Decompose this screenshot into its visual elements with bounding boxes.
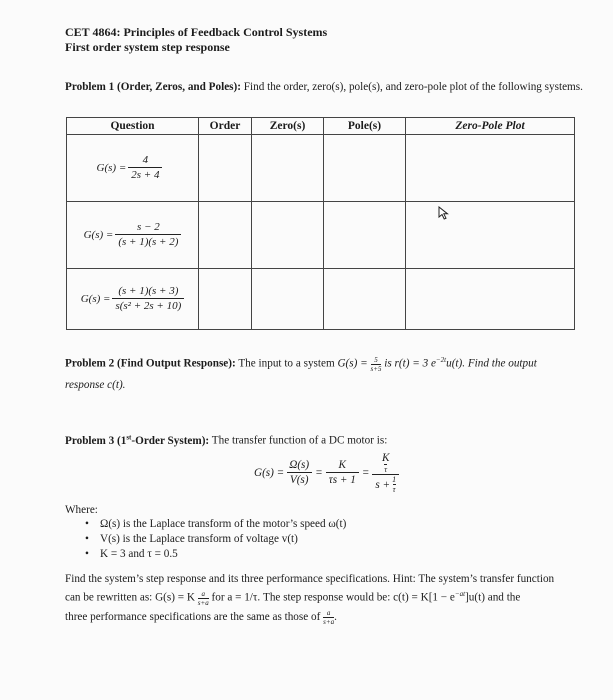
answer-cell-order[interactable] xyxy=(199,135,252,202)
problem-3-statement xyxy=(65,430,387,449)
equation-lhs: G(s) = xyxy=(254,467,285,479)
problem-1-table xyxy=(66,117,575,330)
table-row xyxy=(67,202,575,269)
answer-cell-poles[interactable] xyxy=(324,135,406,202)
answer-cell-order[interactable] xyxy=(199,269,252,330)
instruction-line xyxy=(65,587,605,607)
problem-1-text: Find the order, zero(s), pole(s), and zero-pole plot of the following systems. xyxy=(243,81,583,93)
question-cell xyxy=(67,202,199,269)
denominator-part: s + xyxy=(375,478,391,491)
numerator xyxy=(379,452,392,474)
course-title: CET 4864: Principles of Feedback Control Systems xyxy=(65,25,328,39)
denominator: τ xyxy=(392,485,396,494)
fraction xyxy=(128,154,162,182)
column-header: Zero(s) xyxy=(252,118,324,135)
motor-transfer-function xyxy=(254,452,399,494)
numerator: a xyxy=(326,608,331,617)
denominator: 2s + 4 xyxy=(128,167,162,182)
numerator: (s + 1)(s + 3) xyxy=(118,285,179,297)
denominator: s+a xyxy=(323,617,335,626)
instruction-text: three performance specifications are the same as those of xyxy=(65,610,321,623)
numerator: s − 2 xyxy=(137,221,160,233)
list-item: • V(s) is the Laplace transform of voltage v(t) xyxy=(88,532,346,547)
fraction xyxy=(323,609,334,626)
transfer-function-2 xyxy=(67,221,198,249)
problem-2-statement xyxy=(65,353,605,393)
table-row xyxy=(67,135,575,202)
problem-2-text: u(t). Find the output xyxy=(446,357,537,370)
instruction-text: . xyxy=(334,610,337,623)
transfer-function-1 xyxy=(67,154,198,182)
exponent: −2t xyxy=(435,356,447,364)
instruction-text: for a = 1/τ. The step response would be: c(t) = K[1 − e xyxy=(211,591,455,604)
column-header: Zero-Pole Plot xyxy=(406,118,575,135)
input-signal: is r(t) = 3 e xyxy=(384,357,436,370)
problem-2-label: Problem 2 (Find Output Response): xyxy=(65,357,236,370)
denominator: τs + 1 xyxy=(326,472,359,487)
document-title xyxy=(65,25,327,55)
problem-2-text: The input to a system xyxy=(238,357,335,370)
equals-sign: = xyxy=(315,467,323,479)
fraction xyxy=(372,452,399,494)
numerator: a xyxy=(201,589,205,598)
equation-lhs: G(s) = xyxy=(80,293,111,305)
definitions-list xyxy=(88,517,346,562)
numerator-part: τ xyxy=(384,465,388,474)
denominator: (s + 1)(s + 2) xyxy=(115,234,181,249)
answer-cell-poles[interactable] xyxy=(324,269,406,330)
problem-1-label: Problem 1 (Order, Zeros, and Poles): xyxy=(65,81,241,93)
answer-cell-poles[interactable] xyxy=(324,202,406,269)
problem-1-statement xyxy=(65,80,595,95)
column-header: Question xyxy=(67,118,199,135)
fraction xyxy=(371,356,382,373)
equation-lhs: G(s) = xyxy=(96,162,127,174)
answer-cell-plot[interactable] xyxy=(406,135,575,202)
equation-lhs: G(s) = xyxy=(83,229,114,241)
answer-cell-zeros[interactable] xyxy=(252,135,324,202)
question-cell xyxy=(67,269,199,330)
instruction-text: ]u(t) and the xyxy=(465,591,521,604)
numerator-part: K xyxy=(381,452,390,464)
instruction-line xyxy=(65,609,605,626)
document-subtitle: First order system step response xyxy=(65,40,230,54)
numerator: 4 xyxy=(142,154,149,166)
nested-fraction xyxy=(392,475,396,494)
column-header: Order xyxy=(199,118,252,135)
transfer-function-3 xyxy=(67,285,198,313)
problem-3-instructions xyxy=(65,572,605,626)
denominator: s+5 xyxy=(370,364,382,373)
instruction-line: Find the system’s step response and its three performance specifications. Hint: The system’s transfer function xyxy=(65,573,555,585)
numerator: 5 xyxy=(374,355,378,364)
column-header: Pole(s) xyxy=(324,118,406,135)
numerator: Ω(s) xyxy=(289,459,310,471)
numerator: 1 xyxy=(392,475,397,484)
problem-3-label xyxy=(65,435,209,447)
label-superscript: st xyxy=(126,433,132,441)
answer-cell-plot[interactable] xyxy=(406,269,575,330)
answer-cell-order[interactable] xyxy=(199,202,252,269)
equation-lhs: G(s) = xyxy=(337,357,368,370)
fraction xyxy=(112,285,184,313)
fraction xyxy=(286,459,312,487)
table-header-row xyxy=(67,118,575,135)
label-part: Problem 3 (1 xyxy=(65,434,127,447)
list-item: • K = 3 and τ = 0.5 xyxy=(88,547,346,562)
numerator: K xyxy=(338,459,346,471)
exponent: −at xyxy=(454,590,466,598)
mouse-cursor-icon xyxy=(438,206,452,220)
question-cell xyxy=(67,135,199,202)
table-row xyxy=(67,269,575,330)
denominator: s+a xyxy=(197,598,209,607)
fraction xyxy=(115,221,181,249)
answer-cell-plot[interactable] xyxy=(406,202,575,269)
answer-cell-zeros[interactable] xyxy=(252,202,324,269)
denominator: s(s² + 2s + 10) xyxy=(112,298,184,313)
equals-sign: = xyxy=(361,467,370,479)
where-label: Where: xyxy=(65,504,98,516)
fraction xyxy=(326,459,359,487)
instruction-text: can be rewritten as: G(s) = K xyxy=(65,591,195,604)
list-item: • Ω(s) is the Laplace transform of the motor’s speed ω(t) xyxy=(88,517,346,532)
denominator xyxy=(372,474,399,494)
problem-3-text: The transfer function of a DC motor is: xyxy=(211,434,388,447)
problem-2-text: response c(t). xyxy=(65,378,126,391)
denominator: V(s) xyxy=(287,472,312,487)
label-part: -Order System): xyxy=(131,434,210,447)
fraction xyxy=(198,590,209,607)
answer-cell-zeros[interactable] xyxy=(252,269,324,330)
